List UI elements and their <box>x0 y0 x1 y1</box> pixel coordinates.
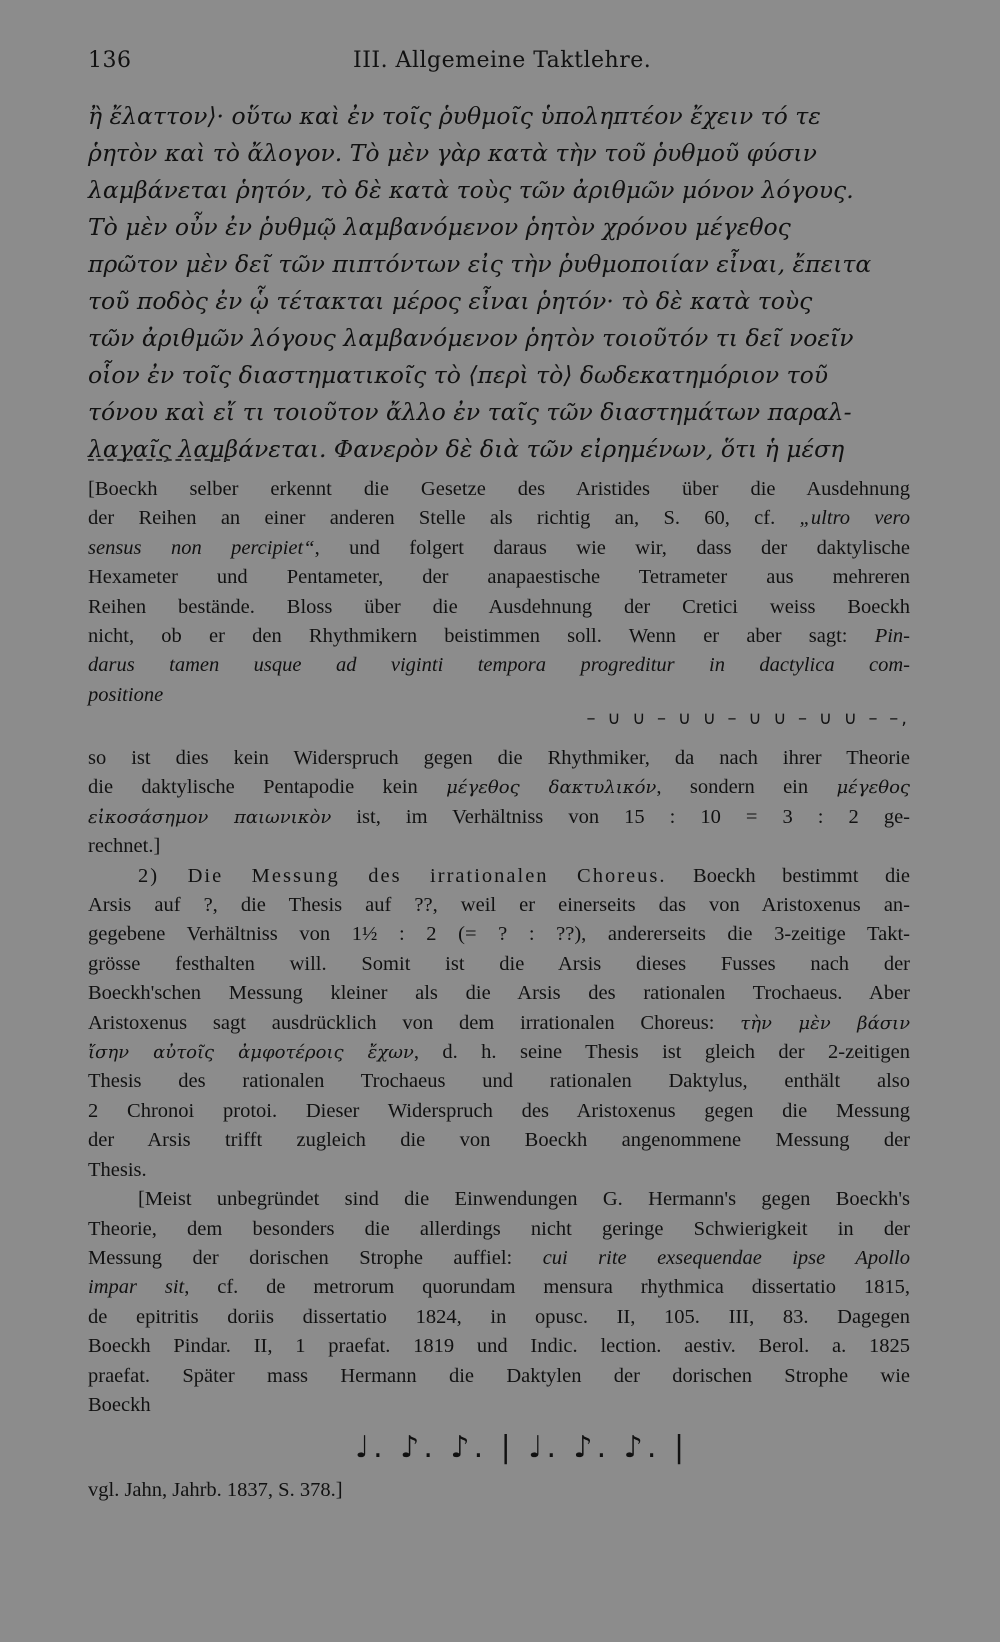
text-line: εἰκοσάσημον παιωνικὸν ist, im Verhältniss von 15 : 10 = 3 : 2 ge- <box>88 805 911 828</box>
text-line: rechnet.] <box>88 835 161 858</box>
text-line: [Meist unbegründet sind die Einwendungen G. Hermann's gegen Boeckh's <box>138 1188 910 1211</box>
text-line: Boeckh <box>88 1393 151 1416</box>
greek-line: λαμβάνεται ῥητόν, τὸ δὲ κατὰ τοὺς τῶν ἀριθμῶν μόνον λόγους. <box>88 176 854 204</box>
greek-line: Τὸ μὲν οὖν ἐν ῥυθμῷ λαμβανόμενον ῥητὸν χρόνου μέγεθος <box>88 213 791 241</box>
text-line: Aristoxenus sagt ausdrücklich von dem irrationalen Choreus: τὴν μὲν βάσιν <box>88 1011 911 1034</box>
text-line: die daktylische Pentapodie kein μέγεθος δακτυλικόν, sondern ein μέγεθος <box>88 776 911 799</box>
text-line: Hexameter und Pentameter, der anapaestische Tetrameter aus mehreren <box>88 566 910 589</box>
text-line: impar sit, cf. de metrorum quorundam mensura rhythmica dissertatio 1815, <box>88 1276 910 1299</box>
main-text <box>88 744 910 1420</box>
greek-line: ῥητὸν καὶ τὸ ἄλογον. Τὸ μὲν γὰρ κατὰ τὴν τοῦ ῥυθμοῦ φύσιν <box>88 139 817 167</box>
greek-quotation <box>88 98 908 468</box>
greek-line: πρῶτον μὲν δεῖ τῶν πιπτόντων εἰς τὴν ῥυθμοποιίαν εἶναι, ἔπειτα <box>88 250 872 278</box>
text-line: grösse festhalten will. Somit ist die Arsis dieses Fusses nach der <box>88 952 910 975</box>
greek-line: τόνου καὶ εἴ τι τοιοῦτον ἄλλο ἐν ταῖς τῶν διαστημάτων παραλ- <box>88 398 852 426</box>
text-line: Boeckh Pindar. II, 1 praefat. 1819 und Indic. lection. aestiv. Berol. a. 1825 <box>88 1335 910 1358</box>
closing-reference: vgl. Jahn, Jahrb. 1837, S. 378.] <box>88 1479 343 1501</box>
text-line: ἴσην αὐτοῖς ἀμφοτέροις ἔχων, d. h. seine Thesis ist gleich der 2-zeitigen <box>88 1041 910 1064</box>
musical-notation: ♩. ♪. ♪. | ♩. ♪. ♪. | <box>355 1430 689 1465</box>
text-line: [Boeckh selber erkennt die Gesetze des Aristides über die Ausdehnung <box>88 478 910 500</box>
text-line: nicht, ob er den Rhythmikern beistimmen soll. Wenn er aber sagt: Pin- <box>88 625 911 648</box>
section-heading: 2) Die Messung des irrationalen Choreus. <box>138 864 667 887</box>
text-line: darus tamen usque ad viginti tempora progreditur in dactylica com- <box>88 654 910 677</box>
text-line: Thesis des rationalen Trochaeus und rationalen Daktylus, enthält also <box>88 1070 910 1093</box>
greek-line: τοῦ ποδὸς ἐν ᾧ τέτακται μέρος εἶναι ῥητόν· τὸ δὲ κατὰ τοὺς <box>88 287 813 315</box>
page-number: 136 <box>88 48 132 73</box>
greek-line: ἢ ἔλαττον⟩· οὕτω καὶ ἐν τοῖς ῥυθμοῖς ὑποληπτέον ἔχειν τό τε <box>88 102 821 130</box>
text-line: praefat. Später mass Hermann die Daktylen der dorischen Strophe wie <box>88 1364 910 1387</box>
text-line: der Arsis trifft zugleich die von Boeckh angenommene Messung der <box>88 1129 910 1152</box>
running-title: III. Allgemeine Taktlehre. <box>353 48 652 73</box>
text-line: sensus non percipiet“, und folgert daraus wie wir, dass der daktylische <box>88 536 910 559</box>
text-line: Boeckh'schen Messung kleiner als die Arsis des rationalen Trochaeus. Aber <box>88 982 910 1005</box>
greek-line: οἷον ἐν τοῖς διαστηματικοῖς τὸ ⟨περὶ τὸ⟩ δωδεκατημόριον τοῦ <box>88 361 829 389</box>
footnote-separator <box>88 459 230 461</box>
metrical-scheme: – ∪ ∪ – ∪ ∪ – ∪ ∪ – ∪ ∪ – –, <box>586 708 910 729</box>
text-line: Arsis auf ?, die Thesis auf ??, weil er einerseits das von Aristoxenus an- <box>88 894 910 917</box>
text-line: der Reihen an einer anderen Stelle als richtig an, S. 60, cf. „ultro vero <box>88 507 910 530</box>
text-line: 2) Die Messung des irrationalen Choreus. Boeckh bestimmt die <box>138 864 910 887</box>
text-line: positione <box>88 683 164 706</box>
text-line: Theorie, dem besonders die allerdings nicht geringe Schwierigkeit in der <box>88 1217 910 1240</box>
text-line: gegebene Verhältniss von 1½ : 2 (= ? : ??), andererseits die 3-zeitige Takt- <box>88 923 910 946</box>
text-line: so ist dies kein Widerspruch gegen die Rhythmiker, da nach ihrer Theorie <box>88 747 910 769</box>
greek-line: λαγαῖς λαμβάνεται. Φανερὸν δὲ διὰ τῶν εἰρημένων, ὅτι ἡ μέση <box>88 435 845 463</box>
footnote-block <box>88 475 910 710</box>
text-line: Messung der dorischen Strophe auffiel: cui rite exsequendae ipse Apollo <box>88 1246 910 1269</box>
text-line: de epitritis doriis dissertatio 1824, in opusc. II, 105. III, 83. Dagegen <box>88 1305 910 1328</box>
text-line: 2 Chronoi protoi. Dieser Widerspruch des Aristoxenus gegen die Messung <box>88 1099 910 1122</box>
greek-line: τῶν ἀριθμῶν λόγους λαμβανόμενον ῥητὸν τοιοῦτόν τι δεῖ νοεῖν <box>88 324 854 352</box>
text-line: Reihen bestände. Bloss über die Ausdehnung der Cretici weiss Boeckh <box>88 595 910 618</box>
text-line: Thesis. <box>88 1158 147 1181</box>
